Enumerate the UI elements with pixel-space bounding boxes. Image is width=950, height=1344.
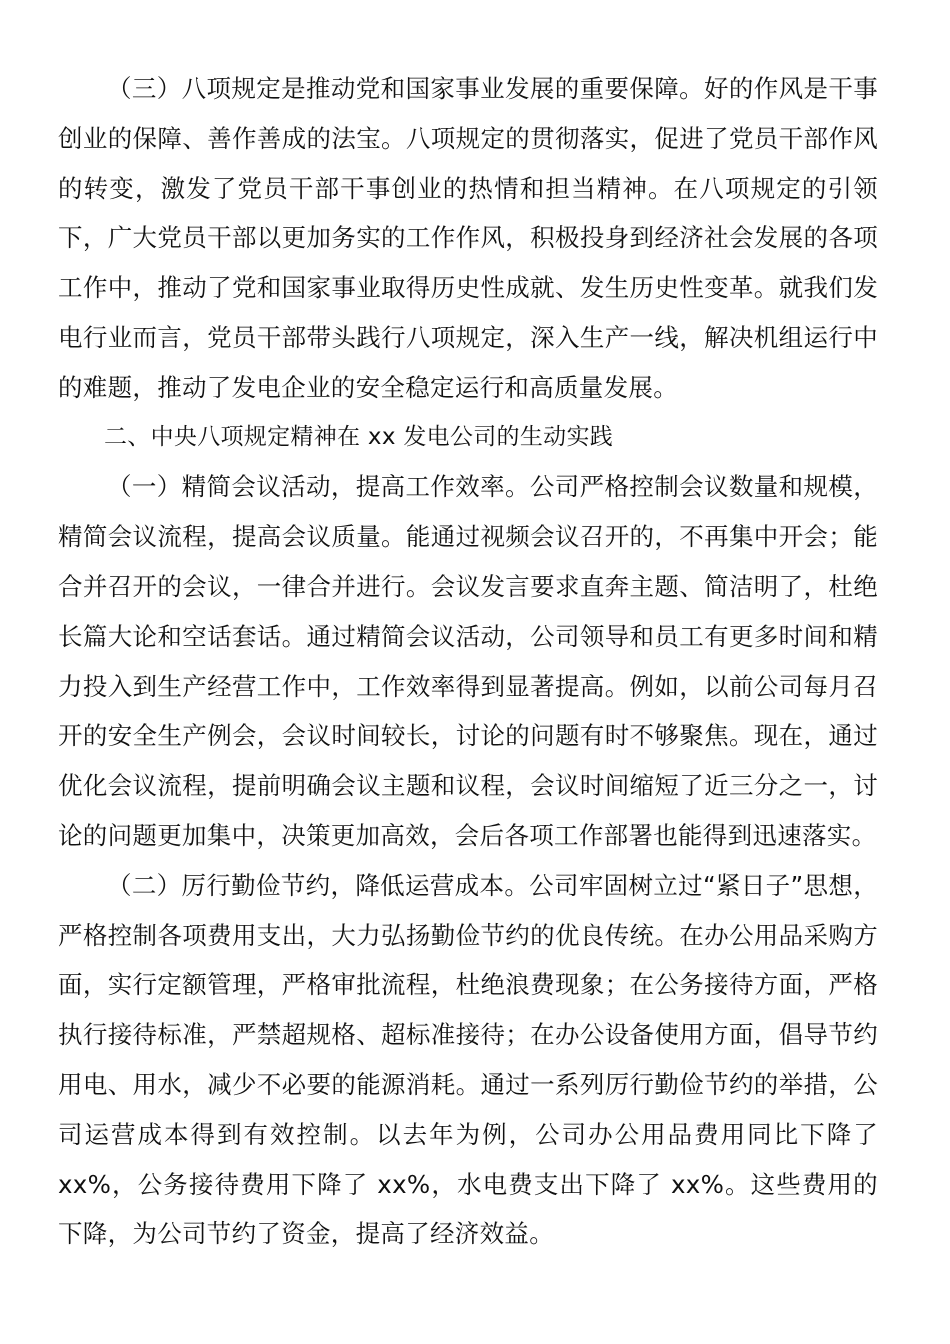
document-page [58, 64, 878, 1259]
paragraph-section-2-1: （一）精简会议活动，提高工作效率。公司严格控制会议数量和规模，精简会议流程，提高会议质量。能通过视频会议召开的，不再集中开会；能合并召开的会议，一律合并进行。会议发言要求直奔主题、简洁明了，杜绝长篇大论和空话套话。通过精简会议活动，公司领导和员工有更多时间和精力投入到生产经营工作中，工作效率得到显著提高。例如，以前公司每月召开的安全生产例会，会议时间较长，讨论的问题有时不够聚焦。现在，通过优化会议流程，提前明确会议主题和议程，会议时间缩短了近三分之一，讨论的问题更加集中，决策更加高效，会后各项工作部署也能得到迅速落实。 [58, 472, 878, 850]
section-heading-2: 二、中央八项规定精神在 xx 发电公司的生动实践 [104, 423, 614, 450]
paragraph-section-2-2: （二）厉行勤俭节约，降低运营成本。公司牢固树立过“紧日子”思想，严格控制各项费用支出，大力弘扬勤俭节约的优良传统。在办公用品采购方面，实行定额管理，严格审批流程，杜绝浪费现象；在公务接待方面，严格执行接待标准，严禁超规格、超标准接待；在办公设备使用方面，倡导节约用电、用水，减少不必要的能源消耗。通过一系列厉行勤俭节约的举措，公司运营成本得到有效控制。以去年为例，公司办公用品费用同比下降了 xx%，公务接待费用下降了 xx%，水电费支出下降了 xx%。这些费用的下降，为公司节约了资金，提高了经济效益。 [58, 870, 878, 1249]
paragraph-section-1-3: （三）八项规定是推动党和国家事业发展的重要保障。好的作风是干事创业的保障、善作善成的法宝。八项规定的贯彻落实，促进了党员干部作风的转变，激发了党员干部干事创业的热情和担当精神。在八项规定的引领下，广大党员干部以更加务实的工作作风，积极投身到经济社会发展的各项工作中，推动了党和国家事业取得历史性成就、发生历史性变革。就我们发电行业而言，党员干部带头践行八项规定，深入生产一线，解决机组运行中的难题，推动了发电企业的安全稳定运行和高质量发展。 [58, 74, 878, 402]
